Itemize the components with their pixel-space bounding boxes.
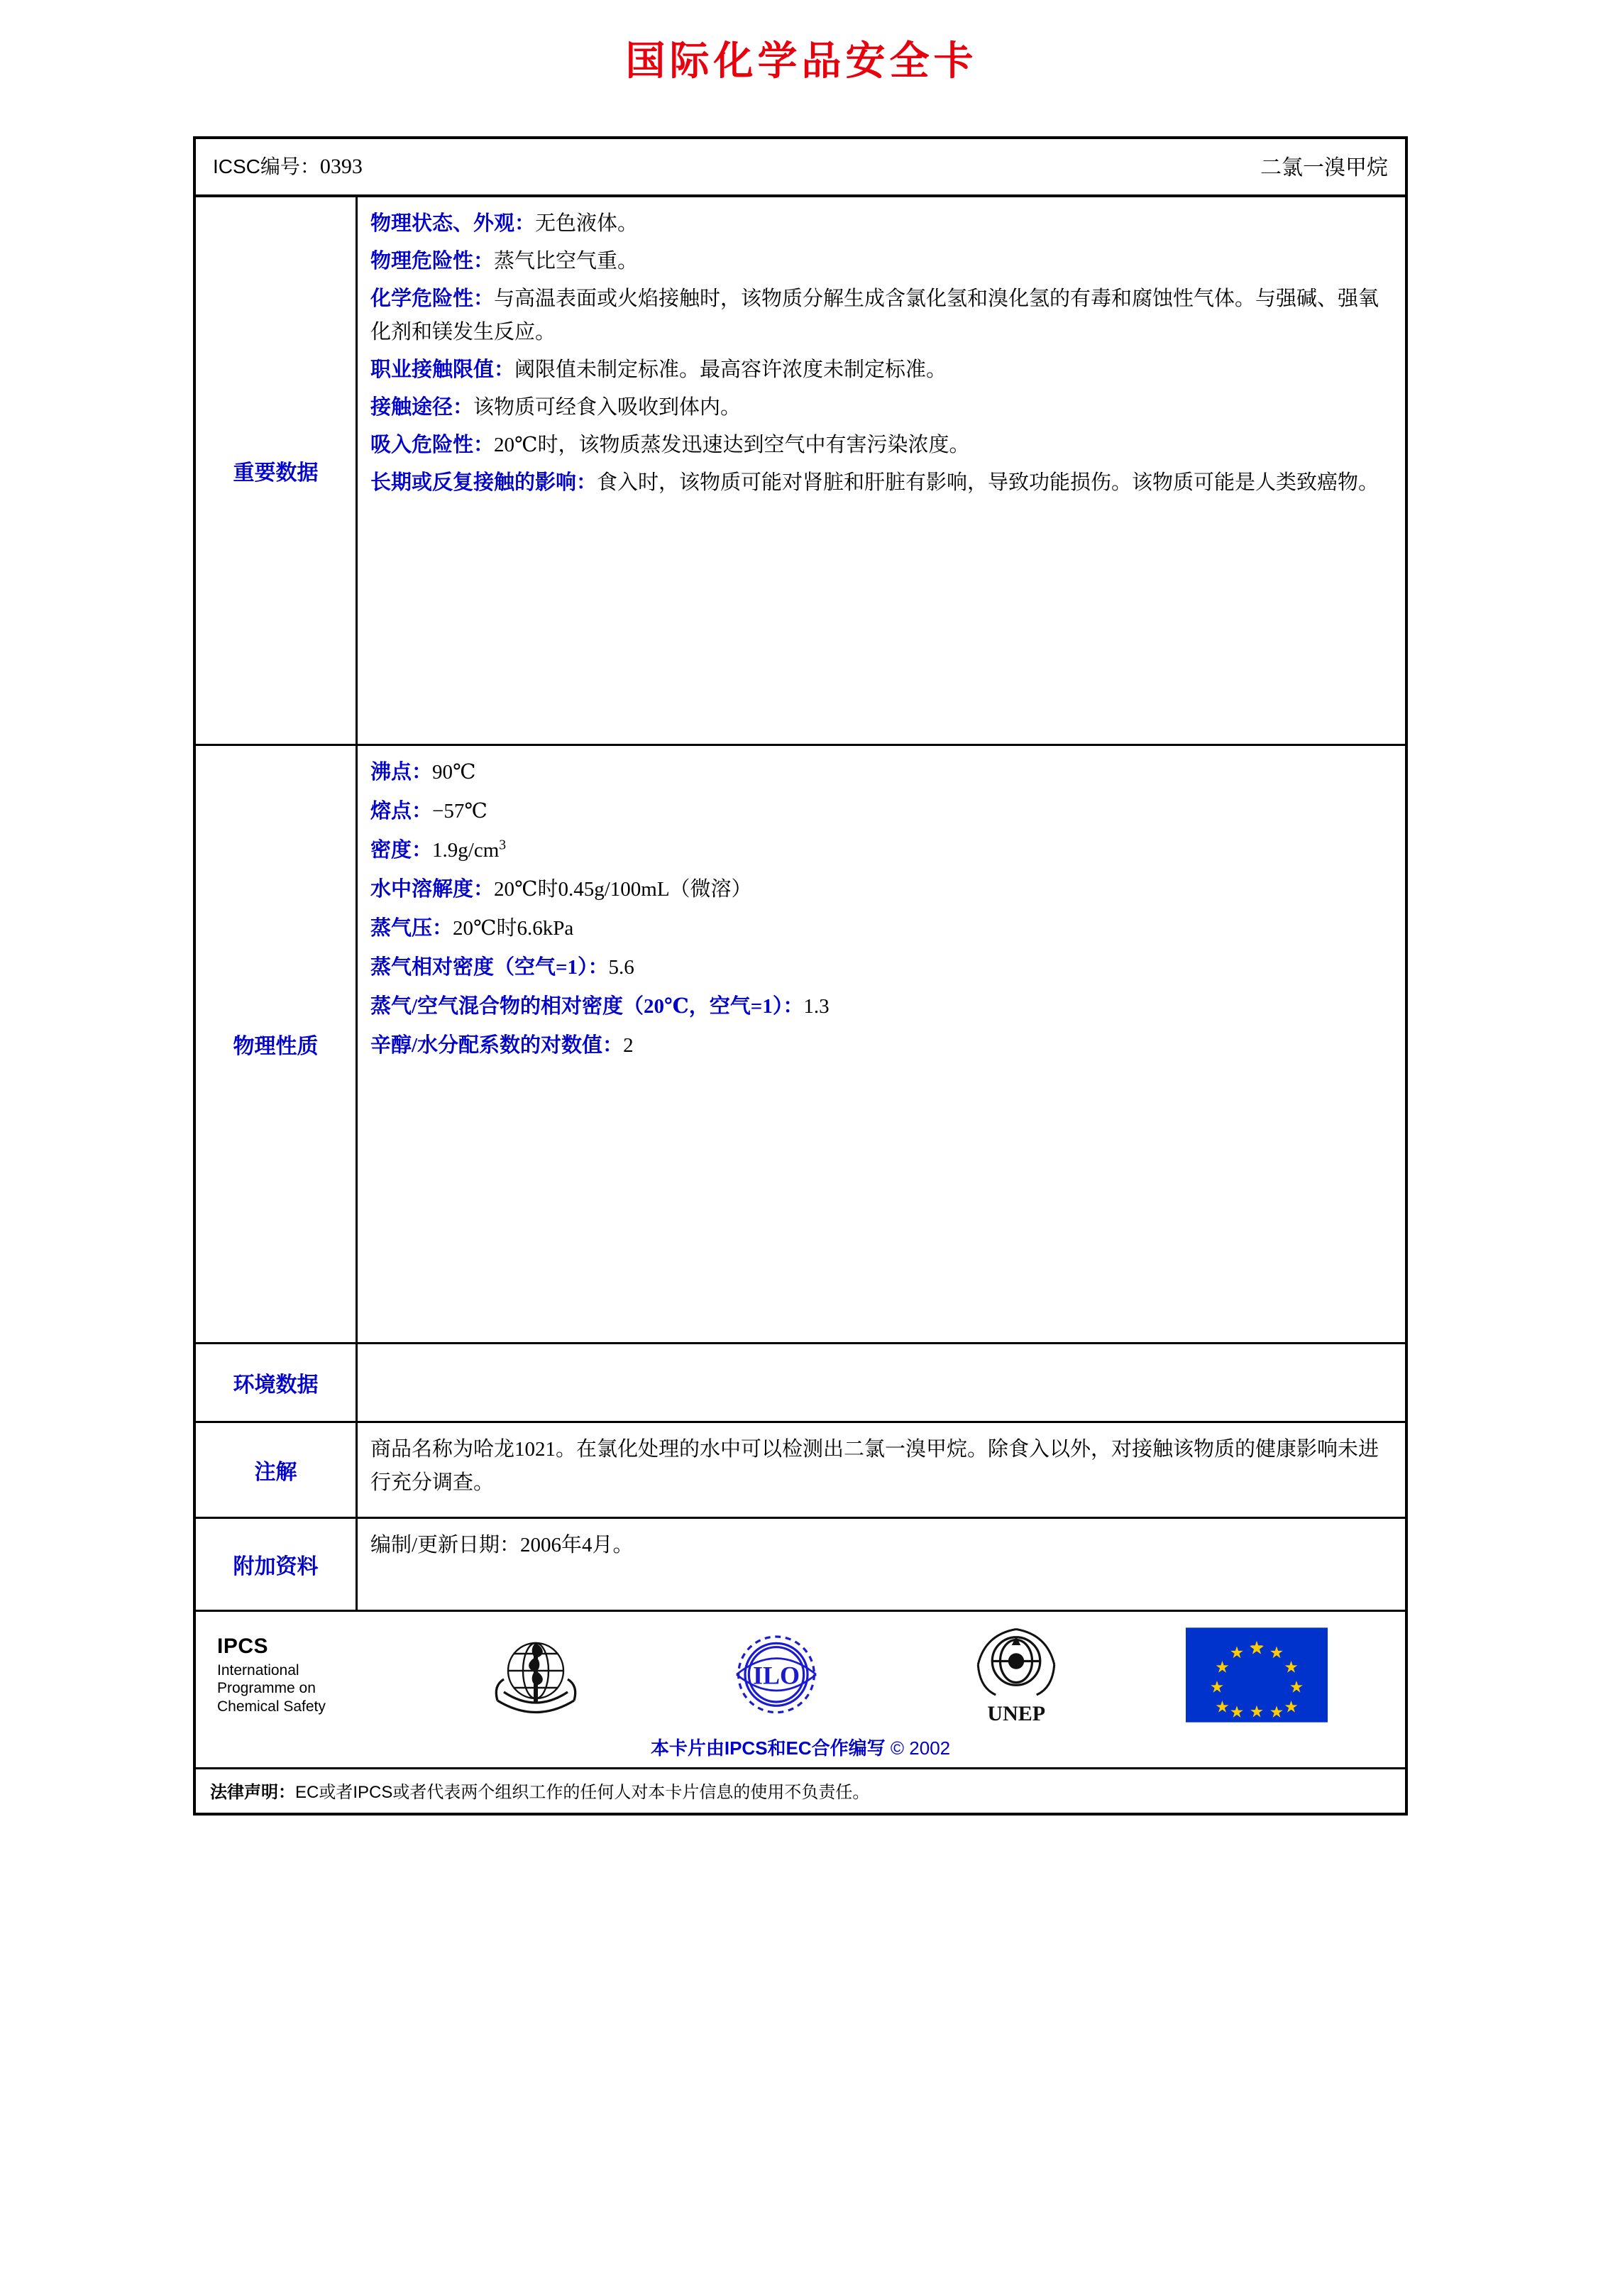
data-line: 吸入危险性：20℃时，该物质蒸发迅速达到空气中有害污染浓度。 <box>370 433 970 456</box>
data-line: 物理状态、外观：无色液体。 <box>370 212 639 235</box>
icsc-number-block <box>213 151 363 180</box>
section-label-environmental-data: 环境数据 <box>196 1344 358 1421</box>
eu-flag <box>1186 1627 1328 1723</box>
data-line: 辛醇/水分配系数的对数值：2 <box>370 1033 634 1057</box>
who-logo-slot <box>416 1622 656 1728</box>
section-environmental-data <box>196 1344 1405 1423</box>
document-page <box>0 30 1603 2296</box>
unep-label: UNEP <box>987 1702 1046 1725</box>
ilo-logo <box>720 1625 833 1725</box>
credit-line <box>196 1734 1405 1767</box>
ipcs-line-3: Chemical Safety <box>217 1698 326 1715</box>
eu-flag-slot <box>1137 1627 1377 1723</box>
data-line-density: 密度：$1.9g/cm^3$ <box>370 837 507 862</box>
credit-text: 本卡片由IPCS和EC合作编写 <box>650 1737 886 1759</box>
section-additional-info <box>196 1519 1405 1612</box>
section-body-additional-info: 编制/更新日期：2006年4月。 <box>370 1534 634 1556</box>
ipcs-line-2: Programme on <box>217 1680 316 1697</box>
section-body-environmental-data <box>358 1344 1405 1421</box>
ilo-logo-slot <box>656 1625 897 1725</box>
section-label-notes: 注解 <box>196 1423 358 1517</box>
copyright-text: © 2002 <box>890 1737 951 1759</box>
data-line: 熔点：−57℃ <box>370 799 487 823</box>
section-body-physical-properties <box>358 746 1405 1342</box>
icsc-card <box>193 136 1408 1816</box>
density-value: $1.9g/cm^3$ <box>432 837 507 862</box>
unep-logo-slot <box>896 1624 1137 1726</box>
data-line: 长期或反复接触的影响：食入时，该物质可能对肾脏和肝脏有影响，导致功能损伤。该物质可能是人类致癌物。 <box>370 471 1379 494</box>
substance-name: 二氯一溴甲烷 <box>1260 156 1388 180</box>
section-body-important-data <box>358 197 1405 744</box>
legal-notice <box>196 1769 1405 1813</box>
data-line: 沸点：90℃ <box>370 761 476 784</box>
unep-logo-block <box>966 1624 1066 1726</box>
legal-label: 法律声明： <box>210 1783 295 1802</box>
data-line: 化学危险性：与高温表面或火焰接触时，该物质分解生成含氯化氢和溴化氢的有毒和腐蚀性气体。与强碱、强氧化剂和镁发生反应。 <box>370 287 1379 344</box>
data-line: 水中溶解度：20℃时0.45g/100mL（微溶） <box>370 877 752 901</box>
data-line: 接触途径：该物质可经食入吸收到体内。 <box>370 395 742 419</box>
section-label-additional-info: 附加资料 <box>196 1519 358 1610</box>
data-line: 蒸气相对密度（空气=1）：5.6 <box>370 955 634 979</box>
data-line: 物理危险性：蒸气比空气重。 <box>370 249 639 273</box>
section-physical-properties <box>196 746 1405 1344</box>
data-line: 蒸气压：20℃时6.6kPa <box>370 916 574 940</box>
section-body-notes: 商品名称为哈龙1021。在氯化处理的水中可以检测出二氯一溴甲烷。除食入以外，对接触该物质的健康影响未进行充分调查。 <box>370 1438 1379 1494</box>
section-label-physical-properties: 物理性质 <box>196 746 358 1342</box>
data-line: 职业接触限值：阈限值未制定标准。最高容许浓度未制定标准。 <box>370 358 947 381</box>
section-notes <box>196 1423 1405 1519</box>
icsc-number-value: 0393 <box>319 155 363 178</box>
section-label-important-data: 重要数据 <box>196 197 358 744</box>
unep-logo <box>966 1624 1066 1705</box>
card-header <box>196 139 1405 197</box>
data-line: 蒸气/空气混合物的相对密度（20℃，空气=1）：1.3 <box>370 994 830 1018</box>
logo-row <box>196 1612 1405 1734</box>
svg-text:ILO: ILO <box>752 1661 800 1690</box>
footer-logo-band <box>196 1612 1405 1769</box>
icsc-number-label: ICSC编号： <box>213 155 320 177</box>
page-title: 国际化学品安全卡 <box>625 38 978 83</box>
who-logo <box>483 1622 589 1728</box>
ipcs-wordmark <box>217 1634 416 1715</box>
ipcs-abbreviation: IPCS <box>217 1635 269 1659</box>
legal-text: EC或者IPCS或者代表两个组织工作的任何人对本卡片信息的使用不负责任。 <box>295 1783 870 1802</box>
ipcs-line-1: International <box>217 1661 299 1679</box>
section-important-data <box>196 197 1405 746</box>
